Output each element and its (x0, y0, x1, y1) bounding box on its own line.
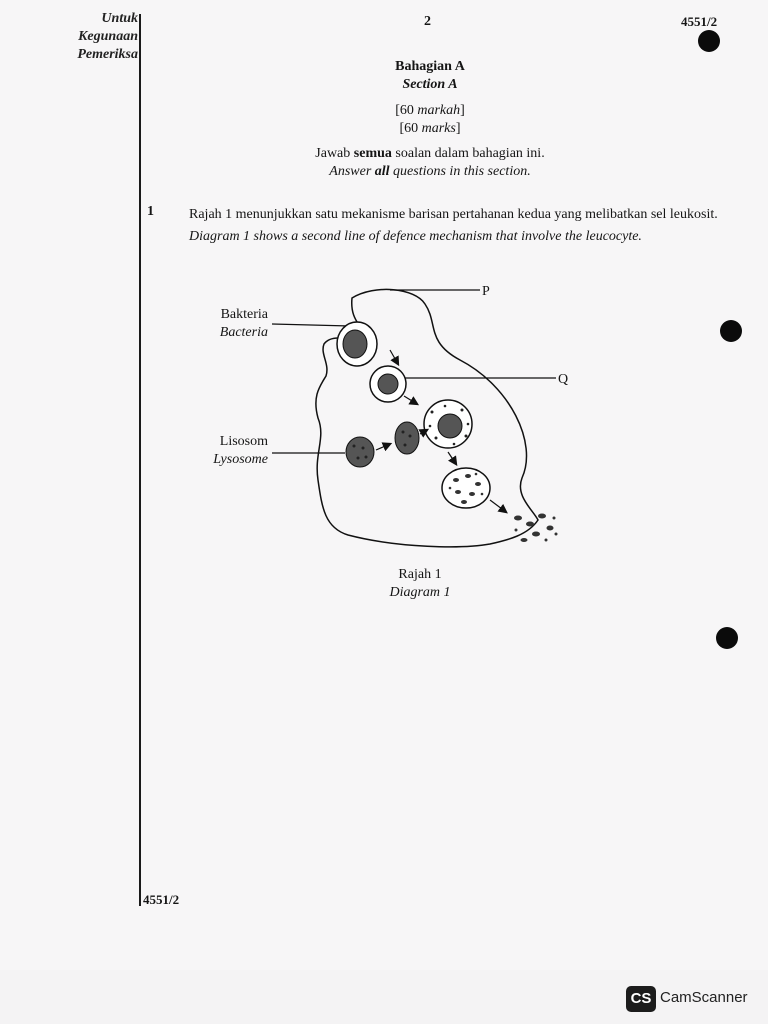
section-instructions (240, 145, 620, 181)
bacterium-2 (378, 374, 398, 394)
camscanner-logo: CS (626, 986, 656, 1012)
question-text-ms: Rajah 1 menunjukkan satu mekanisme barisan pertahanan kedua yang melibatkan sel leukosit. (189, 207, 718, 222)
section-marks (240, 102, 620, 138)
caption-en: Diagram 1 (389, 585, 451, 600)
label-bacteria-ms: Bakteria (220, 307, 268, 322)
phagocytosis-diagram (200, 278, 570, 558)
lysosome-1 (346, 437, 374, 467)
question-number: 1 (147, 204, 154, 219)
pointer-bacteria (272, 324, 350, 326)
caption-ms: Rajah 1 (398, 567, 442, 582)
camscanner-text: CamScanner (660, 989, 748, 1006)
marks-ms-close: ] (460, 103, 465, 118)
punch-hole-top (698, 30, 720, 52)
lysosome-2 (395, 422, 419, 454)
marks-ms-value: [60 (395, 103, 414, 118)
label-lysosome-en: Lysosome (213, 452, 268, 467)
arrow-3 (376, 444, 390, 450)
bacterium-3 (438, 414, 462, 438)
margin-divider (139, 14, 141, 906)
instruction-en (240, 163, 620, 181)
punch-hole-middle (720, 320, 742, 342)
marks-en (240, 120, 620, 138)
bacterium-1 (343, 330, 367, 358)
instruction-ms (240, 145, 620, 163)
instr-ms-b: semua (353, 146, 392, 161)
arrow-2 (404, 396, 417, 404)
instr-ms-a: Jawab (315, 146, 351, 161)
margin-label-line-3: Pemeriksa (77, 47, 138, 62)
section-heading (240, 58, 620, 94)
expelled-debris (514, 514, 558, 543)
question-text-en: Diagram 1 shows a second line of defence mechanism that involve the leucocyte. (189, 229, 642, 244)
label-q: Q (558, 372, 569, 387)
section-title-en: Section A (402, 77, 458, 92)
instr-ms-c: soalan dalam bahagian ini. (395, 146, 545, 161)
paper-code-bottom: 4551/2 (143, 892, 180, 907)
marks-en-unit: marks (421, 121, 456, 136)
marks-ms (240, 102, 620, 120)
margin-label-line-2: Kegunaan (78, 29, 138, 44)
punch-hole-bottom (716, 627, 738, 649)
label-bacteria-en: Bacteria (219, 325, 268, 340)
arrow-5 (448, 452, 456, 464)
instr-en-b: all (374, 164, 390, 179)
paper-code-top: 4551/2 (681, 14, 718, 29)
instr-en-c: questions in this section. (393, 164, 531, 179)
marks-en-close: ] (455, 121, 461, 136)
marks-ms-unit: markah (417, 103, 461, 118)
label-lysosome-ms: Lisosom (219, 434, 268, 449)
arrow-6 (490, 500, 506, 512)
arrow-1 (390, 350, 398, 364)
marks-en-value: [60 (399, 121, 419, 136)
instr-en-a: Answer (329, 164, 372, 179)
label-p: P (482, 284, 490, 299)
margin-label-line-1: Untuk (101, 11, 138, 26)
section-title-ms: Bahagian A (395, 59, 465, 74)
diagram-caption (370, 566, 470, 602)
page-number: 2 (424, 14, 431, 29)
examiner-use-label (58, 10, 138, 64)
question-text (189, 206, 734, 245)
